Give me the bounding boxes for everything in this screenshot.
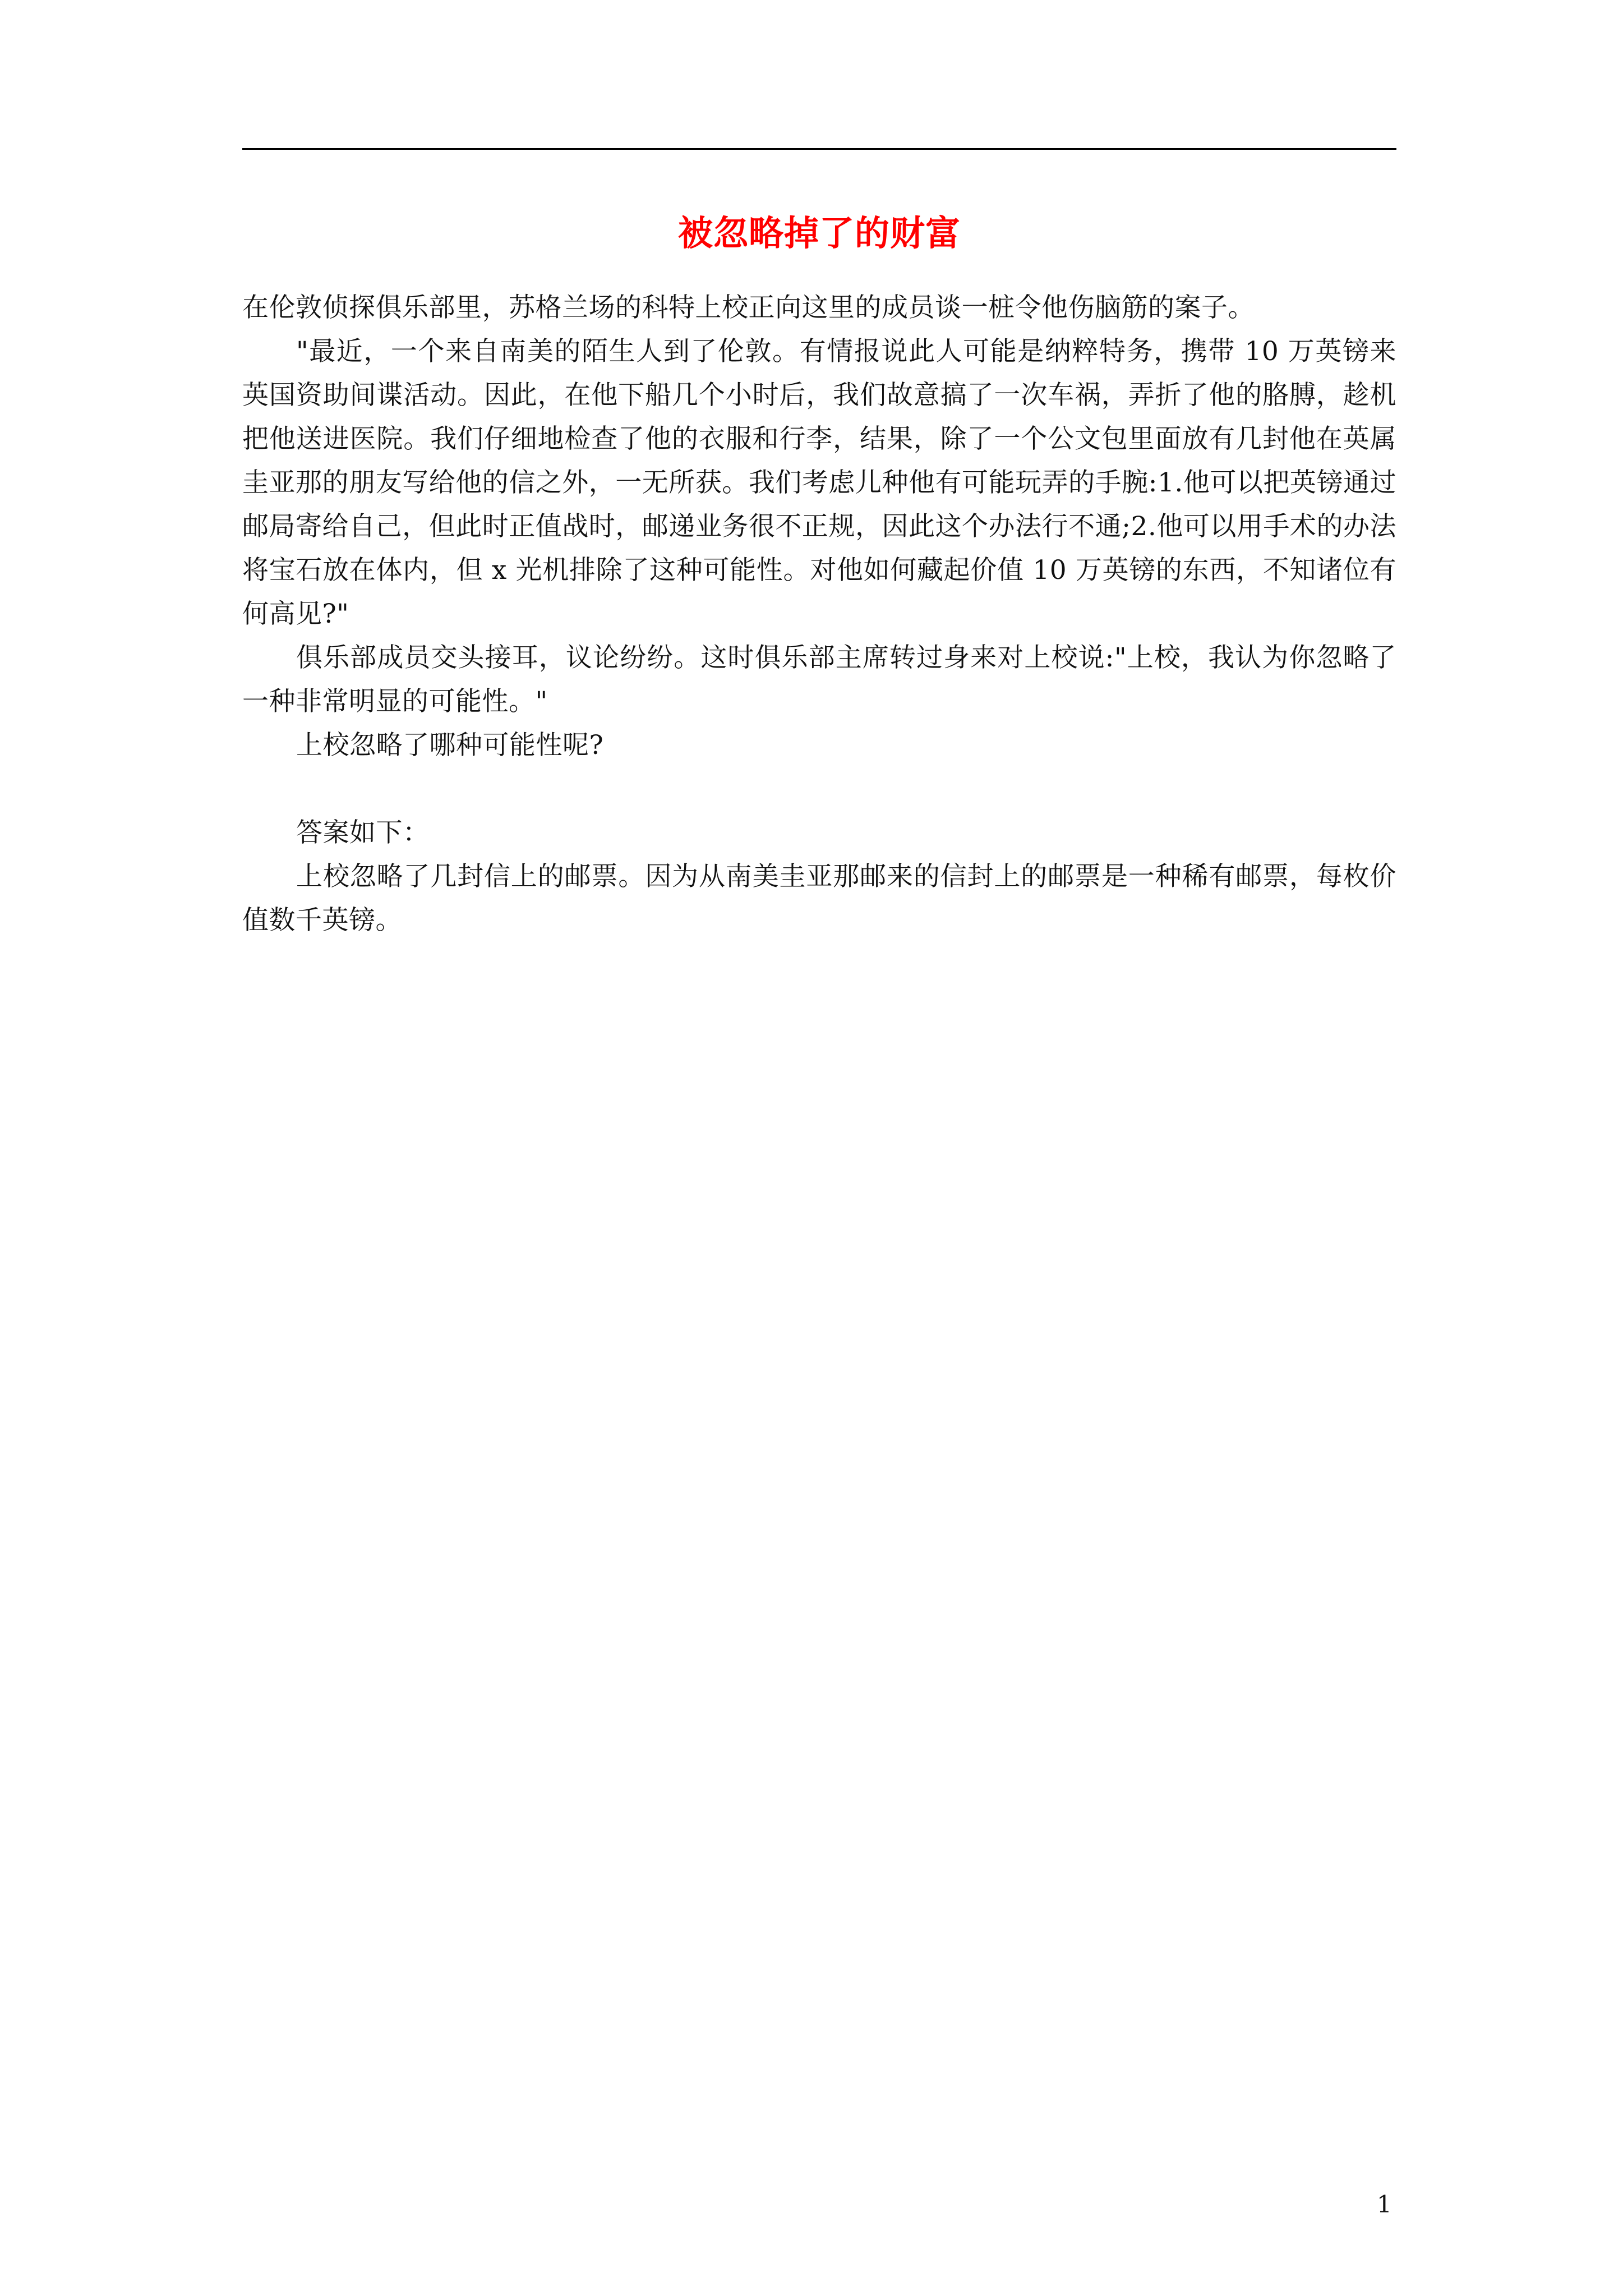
document-title: 被忽略掉了的财富 xyxy=(677,213,961,254)
page-number: 1 xyxy=(1377,2191,1392,2218)
paragraph-spacer xyxy=(242,767,1396,811)
paragraph-case: "最近，一个来自南美的陌生人到了伦敦。有情报说此人可能是纳粹特务，携带 10 万英镑来英国资助间谍活动。因此，在他下船几个小时后，我们故意搞了一次车祸，弄折了他的胳膊，趁机把他送进医院。我们仔细地检查了他的衣服和行李，结果，除了一个公文包里面放有几封他在英属圭亚那的朋友写给他的信之外，一无所获。我们考虑儿种他有可能玩弄的手腕:1.他可以把英镑通过邮局寄给自己，但此时正值战时，邮递业务很不正规，因此这个办法行不通;2.他可以用手术的办法将宝石放在体内，但 x 光机排除了这种可能性。对他如何藏起价值 10 万英镑的东西，不知诸位有何高见?" xyxy=(242,336,1396,629)
paragraph-question: 上校忽略了哪种可能性呢? xyxy=(296,730,604,761)
paragraph-answer: 上校忽略了几封信上的邮票。因为从南美圭亚那邮来的信封上的邮票是一种稀有邮票，每枚价值数千英镑。 xyxy=(242,861,1396,936)
document-body xyxy=(242,286,1396,942)
paragraph-answer-heading: 答案如下： xyxy=(296,817,430,848)
paragraph-intro: 在伦敦侦探俱乐部里，苏格兰场的科特上校正向这里的成员谈一桩令他伤脑筋的案子。 xyxy=(242,292,1255,323)
header-rule xyxy=(242,148,1396,150)
paragraph-discussion: 俱乐部成员交头接耳，议论纷纷。这时俱乐部主席转过身来对上校说:"上校，我认为你忽略了一种非常明显的可能性。" xyxy=(242,642,1396,717)
